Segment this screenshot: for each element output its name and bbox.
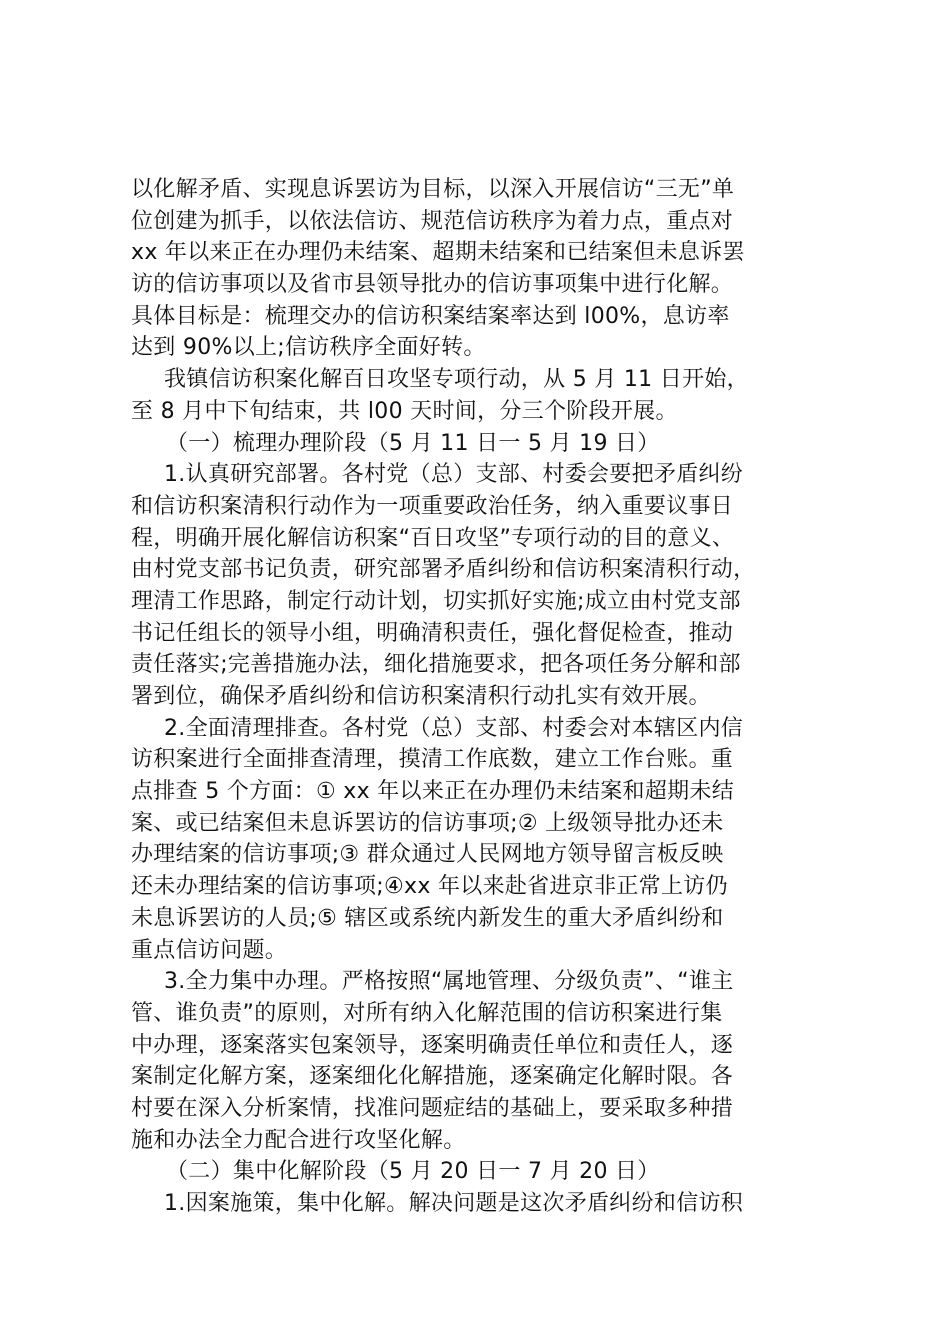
text-line: 未息诉罢访的人员;⑤ 辖区或系统内新发生的重大矛盾纠纷和 xyxy=(131,905,724,931)
text-line: 村要在深入分析案情，找准问题症结的基础上，要采取多种措 xyxy=(131,1095,734,1121)
text-line: 访积案进行全面排查清理，摸清工作底数，建立工作台账。重 xyxy=(131,747,734,773)
text-line: 书记任组长的领导小组，明确清积责任，强化督促检查，推动 xyxy=(131,620,734,646)
text-line: 至 8 月中下旬结束，共 l00 天时间，分三个阶段开展。 xyxy=(131,398,678,424)
text-line: 达到 90%以上;信访秩序全面好转。 xyxy=(131,335,486,361)
text-line: 理清工作思路，制定行动计划，切实抓好实施;成立由村党支部 xyxy=(131,588,741,614)
text-line: 和信访积案清积行动作为一项重要政治任务，纳入重要议事日 xyxy=(131,493,734,519)
text-line: 程，明确开展化解信访积案“百日攻坚”专项行动的目的意义、 xyxy=(131,525,735,551)
text-line: 具体目标是：梳理交办的信访积案结案率达到 l00%，息访率 xyxy=(131,303,730,329)
text-line: 点排查 5 个方面：① xx 年以来正在办理仍未结案和超期未结 xyxy=(131,779,735,805)
text-line: 管、谁负责”的原则，对所有纳入化解范围的信访积案进行集 xyxy=(131,1000,723,1026)
paragraph-first-line: 2.全面清理排查。各村党（总）支部、村委会对本辖区内信 xyxy=(164,715,744,741)
document-body xyxy=(131,174,851,1220)
paragraph-first-line: 1.因案施策，集中化解。解决问题是这次矛盾纠纷和信访积 xyxy=(164,1191,744,1216)
text-line: 署到位，确保矛盾纠纷和信访积案清积行动扎实有效开展。 xyxy=(131,684,711,709)
section-heading: （一）梳理办理阶段（5 月 11 日一 5 月 19 日） xyxy=(166,430,660,456)
paragraph-first-line: 我镇信访积案化解百日攻坚专项行动，从 5 月 11 日开始， xyxy=(164,367,749,393)
text-line: 责任落实;完善措施办法，细化措施要求，把各项任务分解和部 xyxy=(131,652,741,678)
text-line: 办理结案的信访事项;③ 群众通过人民网地方领导留言板反映 xyxy=(131,842,724,868)
text-line: 访的信访事项以及省市县领导批办的信访事项集中进行化解。 xyxy=(131,272,734,298)
text-line: 位创建为抓手，以依法信访、规范信访秩序为着力点，重点对 xyxy=(131,208,734,234)
text-line: 由村党支部书记负责，研究部署矛盾纠纷和信访积案清积行动， xyxy=(131,557,756,583)
text-line: xx 年以来正在办理仍未结案、超期未结案和已结案但未息诉罢 xyxy=(131,240,745,266)
text-line: 中办理，逐案落实包案领导，逐案明确责任单位和责任人，逐 xyxy=(131,1032,734,1058)
text-line: 还未办理结案的信访事项;④xx 年以来赴省进京非正常上访仍 xyxy=(131,874,728,900)
text-line: 案制定化解方案，逐案细化化解措施，逐案确定化解时限。各 xyxy=(131,1064,734,1090)
paragraph-first-line: 3.全力集中办理。严格按照“属地管理、分级负责”、“谁主 xyxy=(164,969,734,995)
text-line: 施和办法全力配合进行攻坚化解。 xyxy=(131,1127,466,1153)
text-line: 以化解矛盾、实现息诉罢访为目标，以深入开展信访“三无”单 xyxy=(131,177,735,202)
section-heading: （二）集中化解阶段（5 月 20 日一 7 月 20 日） xyxy=(166,1159,660,1185)
paragraph-first-line: 1.认真研究部署。各村党（总）支部、村委会要把矛盾纠纷 xyxy=(164,462,744,488)
text-line: 重点信访问题。 xyxy=(131,937,288,963)
text-line: 案、或已结案但未息诉罢访的信访事项;② 上级领导批办还未 xyxy=(131,810,724,836)
